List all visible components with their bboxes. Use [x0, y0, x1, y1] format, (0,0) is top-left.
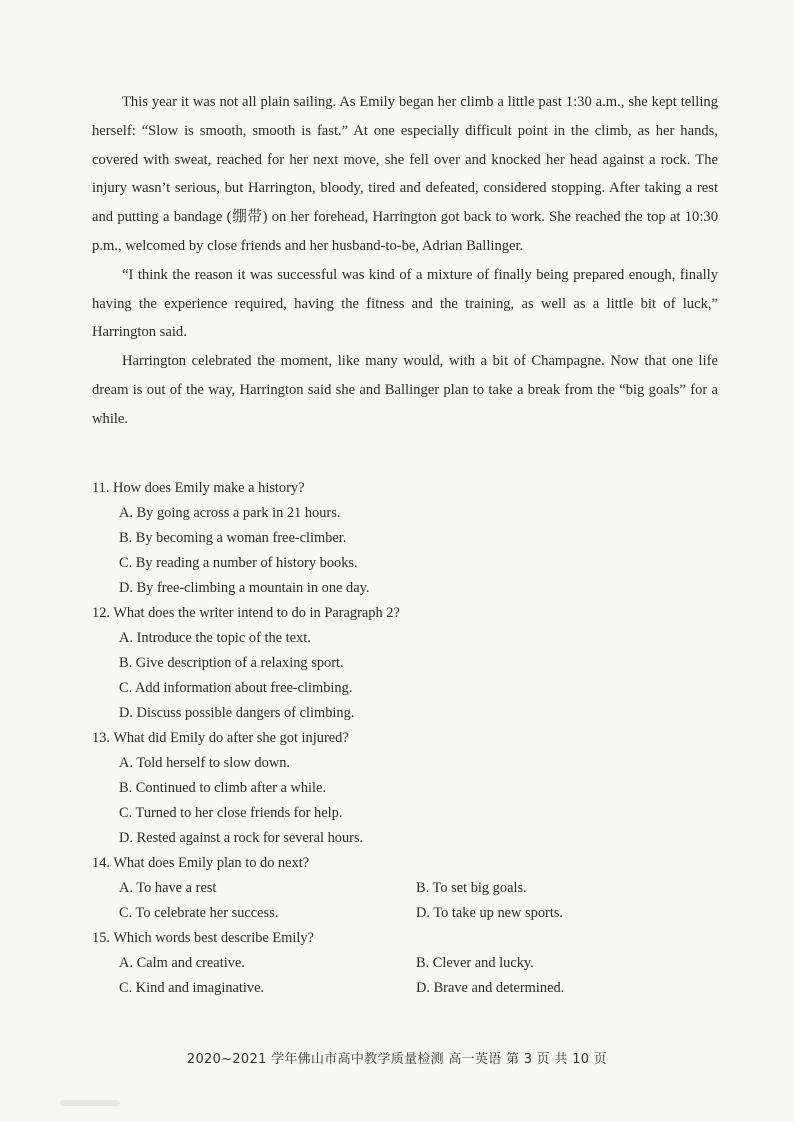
option-d: D. By free-climbing a mountain in one day.: [119, 580, 370, 596]
scan-smudge: [60, 1100, 120, 1106]
option-c: C. Turned to her close friends for help.: [119, 805, 343, 821]
question-14: [92, 851, 712, 926]
passage-paragraph: This year it was not all plain sailing. As Emily began her climb a little past 1:30 a.m., she kept telling herself: “Slow is smooth, smooth is fast.” At one especially difficult point in the climb, as her hands, covered with sweat, reached for her next move, she fell over and knocked her head against a rock. The injury wasn’t serious, but Harrington, bloody, tired and defeated, considered stopping. After taking a rest and putting a bandage (绷带) on her forehead, Harrington got back to work. She reached the top at 10:30 p.m., welcomed by close friends and her husband-to-be, Adrian Ballinger.: [92, 94, 718, 254]
question-15: [92, 926, 712, 1001]
option-d: D. Brave and determined.: [416, 980, 565, 996]
option-b: B. To set big goals.: [416, 880, 527, 896]
option-c: C. To celebrate her success.: [119, 905, 279, 921]
option-a: A. Calm and creative.: [119, 955, 245, 971]
question-list: [92, 476, 712, 1001]
option-a: A. Told herself to slow down.: [119, 755, 291, 771]
option-a: A. By going across a park in 21 hours.: [119, 505, 341, 521]
option-b: B. Give description of a relaxing sport.: [119, 655, 344, 671]
option-a: A. To have a rest: [119, 880, 217, 896]
option-d: D. Discuss possible dangers of climbing.: [119, 705, 355, 721]
question-stem: 15. Which words best describe Emily?: [92, 930, 314, 946]
question-stem: 12. What does the writer intend to do in Paragraph 2?: [92, 605, 400, 621]
option-c: C. By reading a number of history books.: [119, 555, 358, 571]
question-stem: 14. What does Emily plan to do next?: [92, 855, 310, 871]
question-stem: 11. How does Emily make a history?: [92, 480, 305, 496]
option-a: A. Introduce the topic of the text.: [119, 630, 311, 646]
option-d: D. Rested against a rock for several hours.: [119, 830, 364, 846]
option-d: D. To take up new sports.: [416, 905, 564, 921]
passage-paragraph: Harrington celebrated the moment, like many would, with a bit of Champagne. Now that one life dream is out of the way, Harrington said she and Ballinger plan to take a break from the “big goals” for a while.: [92, 353, 718, 427]
passage-paragraph: “I think the reason it was successful was kind of a mixture of finally being prepared enough, finally having the experience required, having the fitness and the training, as well as a little bit of luck,” Harrington said.: [92, 266, 718, 341]
reading-passage: [92, 88, 718, 434]
option-c: C. Add information about free-climbing.: [119, 680, 353, 696]
option-b: B. Clever and lucky.: [416, 955, 534, 971]
question-stem: 13. What did Emily do after she got injured?: [92, 730, 349, 746]
option-grid: [119, 951, 712, 1001]
question-11: [92, 476, 712, 601]
option-b: B. Continued to climb after a while.: [119, 780, 327, 796]
option-c: C. Kind and imaginative.: [119, 980, 265, 996]
option-b: B. By becoming a woman free-climber.: [119, 530, 347, 546]
page-footer: 2020~2021 学年佛山市高中教学质量检测 高一英语 第 3 页 共 10 页: [186, 1052, 608, 1067]
question-13: [92, 726, 712, 851]
question-12: [92, 601, 712, 726]
option-grid: [119, 876, 712, 926]
